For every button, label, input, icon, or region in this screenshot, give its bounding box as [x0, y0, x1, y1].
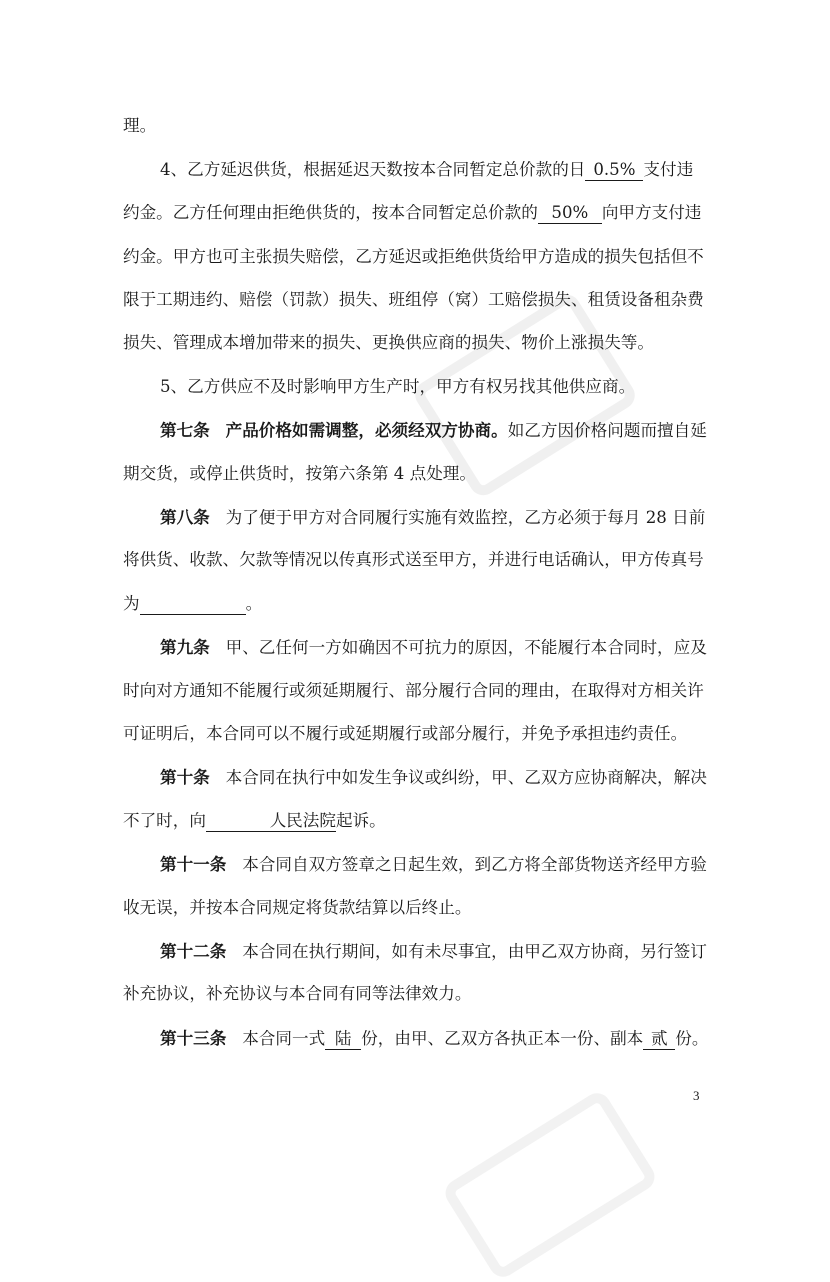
- paragraph-line: 约金。甲方也可主张损失赔偿，乙方延迟或拒绝供货给甲方造成的损失包括但不: [123, 247, 704, 266]
- article-heading: 第九条: [160, 637, 210, 657]
- paragraph-line: 5、乙方供应不及时影响甲方生产时，甲方有权另找其他供应商。: [160, 377, 636, 396]
- article-12: 第十二条 本合同在执行期间，如有未尽事宜，由甲乙双方协商，另行签订: [160, 941, 707, 961]
- court-blank: 人民法院: [206, 811, 336, 832]
- fax-number-blank: [140, 594, 246, 615]
- paragraph-line: 将供货、收款、欠款等情况以传真形式送至甲方，并进行电话确认，甲方传真号: [123, 550, 704, 569]
- paragraph-line: 损失、管理成本增加带来的损失、更换供应商的损失、物价上涨损失等。: [123, 333, 654, 352]
- paragraph-line: 可证明后，本合同可以不履行或延期履行或部分履行，并免予承担违约责任。: [123, 724, 688, 743]
- article-heading: 第十二条: [160, 941, 227, 961]
- paragraph-line: 理。: [123, 116, 157, 135]
- paragraph-line: 为 。: [123, 594, 263, 613]
- refusal-rate-blank: 50%: [538, 203, 602, 224]
- article-13: 第十三条 本合同一式 陆 份，由甲、乙双方各执正本一份、副本 贰 份。: [160, 1028, 709, 1048]
- paragraph-line: 4、乙方延迟供货，根据延迟天数按本合同暂定总价款的日 0.5% 支付违: [160, 160, 694, 179]
- article-7: 第七条 产品价格如需调整，必须经双方协商。如乙方因价格问题而擅自延: [160, 420, 707, 440]
- paragraph-line: 不了时，向 人民法院起诉。: [123, 811, 386, 830]
- article-8: 第八条 为了便于甲方对合同履行实施有效监控，乙方必须于每月 28 日前: [160, 507, 706, 527]
- article-9: 第九条 甲、乙任何一方如确因不可抗力的原因，不能履行本合同时，应及: [160, 637, 707, 657]
- paragraph-line: 收无误，并按本合同规定将货款结算以后终止。: [123, 898, 472, 917]
- paragraph-line: 限于工期违约、赔偿（罚款）损失、班组停（窝）工赔偿损失、租赁设备租杂费: [123, 290, 704, 309]
- paragraph-line: 期交货，或停止供货时，按第六条第 4 点处理。: [123, 464, 476, 483]
- article-heading: 第十一条: [160, 854, 227, 874]
- copies-blank: 陆: [325, 1029, 361, 1050]
- watermark-stamp: [440, 1088, 659, 1282]
- article-10: 第十条 本合同在执行中如发生争议或纠纷，甲、乙双方应协商解决，解决: [160, 767, 707, 787]
- article-heading: 第十三条: [160, 1028, 227, 1048]
- duplicate-copies-blank: 贰: [643, 1029, 675, 1050]
- penalty-rate-blank: 0.5%: [585, 160, 643, 181]
- article-heading: 第十条: [160, 767, 210, 787]
- article-heading: 第七条: [160, 420, 210, 440]
- paragraph-line: 补充协议，补充协议与本合同有同等法律效力。: [123, 984, 472, 1003]
- paragraph-line: 时向对方通知不能履行或须延期履行、部分履行合同的理由，在取得对方相关许: [123, 681, 704, 700]
- paragraph-line: 约金。乙方任何理由拒绝供货的，按本合同暂定总价款的 50% 向甲方支付违: [123, 203, 702, 222]
- article-11: 第十一条 本合同自双方签章之日起生效，到乙方将全部货物送齐经甲方验: [160, 854, 707, 874]
- article-heading: 第八条: [160, 507, 210, 527]
- page-number: 3: [693, 1088, 700, 1103]
